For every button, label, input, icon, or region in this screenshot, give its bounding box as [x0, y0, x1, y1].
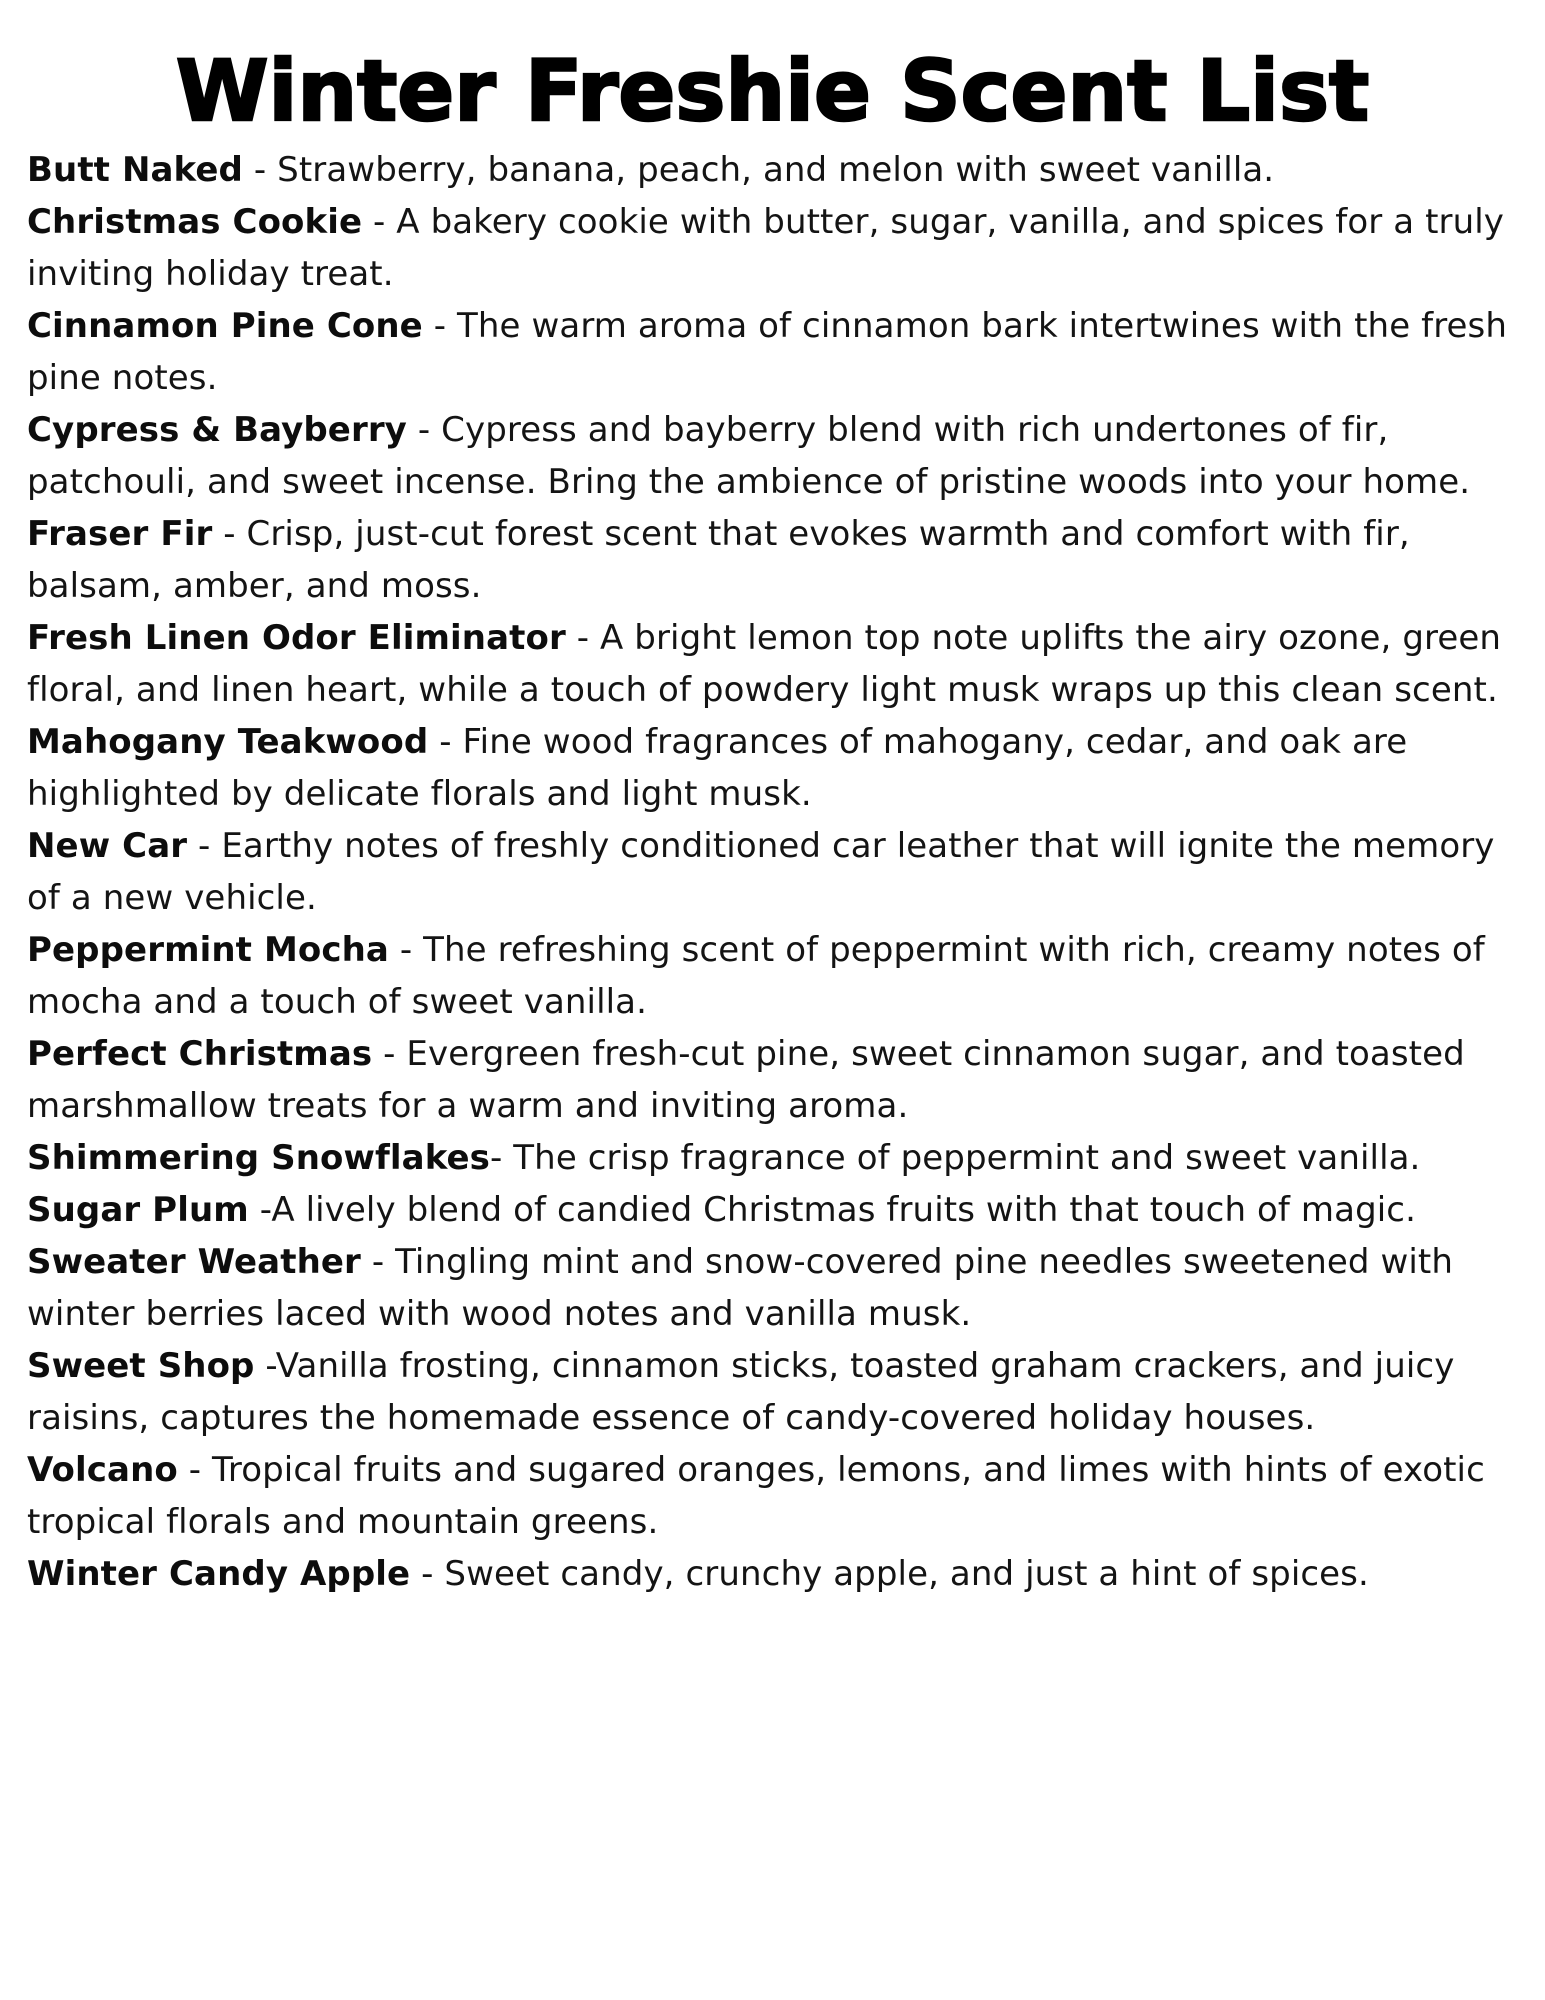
scent-entry: [27, 144, 1518, 196]
scent-entry: [27, 716, 1518, 820]
scent-description: Crisp, just-cut forest scent that evokes warmth and comfort with fir, balsam, amber, and moss.: [27, 514, 1410, 607]
scent-description: Strawberry, banana, peach, and melon with sweet vanilla.: [277, 150, 1275, 191]
scent-list: [27, 144, 1518, 1600]
scent-separator: -: [410, 1554, 445, 1595]
scent-entry: [27, 924, 1518, 1028]
scent-separator: -: [248, 1190, 272, 1231]
scent-separator: -: [242, 150, 278, 191]
scent-name: Sweater Weather: [27, 1242, 361, 1283]
scent-separator: -: [490, 1138, 514, 1179]
scent-description: Evergreen fresh-cut pine, sweet cinnamon sugar, and toasted marshmallow treats for a warm and inviting aroma.: [27, 1034, 1465, 1127]
scent-separator: -: [406, 410, 442, 451]
scent-name: Cinnamon Pine Cone: [27, 306, 423, 347]
scent-name: Fraser Fir: [27, 514, 213, 555]
scent-entry: [27, 820, 1518, 924]
scent-entry: [27, 1132, 1518, 1184]
scent-description: The crisp fragrance of peppermint and sweet vanilla.: [513, 1138, 1421, 1179]
scent-description: Vanilla frosting, cinnamon sticks, toasted graham crackers, and juicy raisins, captures the homemade essence of candy-covered holiday houses.: [27, 1346, 1455, 1439]
scent-separator: -: [362, 202, 397, 243]
scent-separator: -: [212, 514, 247, 555]
scent-description: Sweet candy, crunchy apple, and just a hint of spices.: [444, 1554, 1369, 1595]
scent-entry: [27, 612, 1518, 716]
scent-entry: [27, 1184, 1518, 1236]
scent-description: A bakery cookie with butter, sugar, vanilla, and spices for a truly inviting holiday treat.: [27, 202, 1505, 295]
scent-name: New Car: [27, 826, 188, 867]
scent-name: Christmas Cookie: [27, 202, 363, 243]
scent-name: Butt Naked: [27, 150, 243, 191]
scent-name: Mahogany Teakwood: [27, 722, 429, 763]
page-title: Winter Freshie Scent List: [175, 42, 1370, 140]
scent-description: Cypress and bayberry blend with rich undertones of fir, patchouli, and sweet incense. Bring the ambience of pristine woods into your home.: [27, 410, 1471, 503]
scent-description: A bright lemon top note uplifts the airy ozone, green floral, and linen heart, while a touch of powdery light musk wraps up this clean scent.: [27, 618, 1502, 711]
scent-separator: -: [428, 722, 463, 763]
scent-entry: [27, 196, 1518, 300]
scent-separator: -: [372, 1034, 407, 1075]
scent-name: Fresh Linen Odor Eliminator: [27, 618, 566, 659]
scent-description: Earthy notes of freshly conditioned car leather that will ignite the memory of a new vehicle.: [27, 826, 1495, 919]
scent-separator: -: [422, 306, 458, 347]
scent-description: A lively blend of candied Christmas fruits with that touch of magic.: [271, 1190, 1416, 1231]
scent-description: The refreshing scent of peppermint with rich, creamy notes of mocha and a touch of sweet vanilla.: [27, 930, 1485, 1023]
scent-name: Perfect Christmas: [27, 1034, 373, 1075]
scent-separator: -: [254, 1346, 276, 1387]
scent-name: Volcano: [27, 1450, 178, 1491]
scent-separator: -: [565, 618, 601, 659]
scent-description: Tropical fruits and sugared oranges, lemons, and limes with hints of exotic tropical florals and mountain greens.: [27, 1450, 1485, 1543]
scent-entry: [27, 1444, 1518, 1548]
scent-name: Peppermint Mocha: [27, 930, 389, 971]
scent-separator: -: [388, 930, 424, 971]
scent-entry: [27, 1548, 1518, 1600]
scent-entry: [27, 404, 1518, 508]
scent-description: Tingling mint and snow-covered pine needles sweetened with winter berries laced with wood notes and vanilla musk.: [27, 1242, 1454, 1335]
scent-entry: [27, 1236, 1518, 1340]
scent-description: The warm aroma of cinnamon bark intertwines with the fresh pine notes.: [27, 306, 1508, 399]
scent-name: Shimmering Snowflakes: [27, 1138, 491, 1179]
scent-entry: [27, 300, 1518, 404]
scent-separator: -: [360, 1242, 396, 1283]
scent-separator: -: [177, 1450, 213, 1491]
scent-entry: [27, 1340, 1518, 1444]
scent-separator: -: [187, 826, 222, 867]
scent-name: Sweet Shop: [27, 1346, 255, 1387]
scent-entry: [27, 508, 1518, 612]
scent-entry: [27, 1028, 1518, 1132]
scent-name: Winter Candy Apple: [27, 1554, 411, 1595]
scent-name: Cypress & Bayberry: [27, 410, 407, 451]
scent-name: Sugar Plum: [27, 1190, 249, 1231]
scent-description: Fine wood fragrances of mahogany, cedar, and oak are highlighted by delicate florals and light musk.: [27, 722, 1408, 815]
